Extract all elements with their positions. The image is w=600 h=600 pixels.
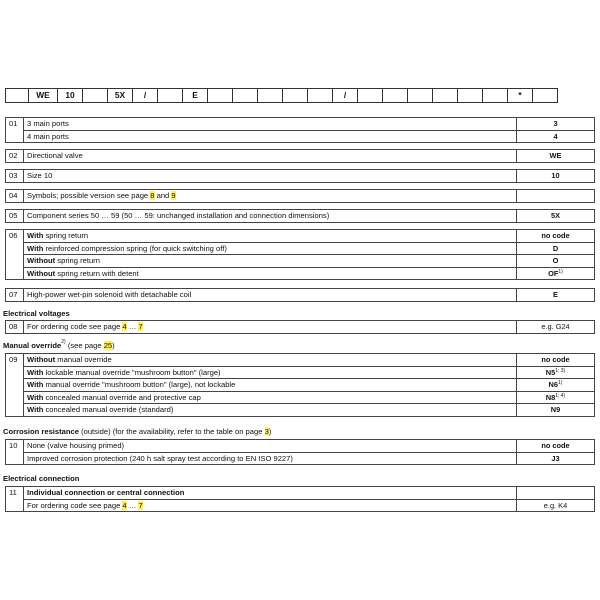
option-description: Component series 50 … 59 (50 … 59: unchanged installation and connection dimensions) [23, 209, 516, 222]
table-row [5, 288, 595, 301]
option-code: e.g. K4 [516, 499, 595, 512]
option-group-03 [5, 169, 595, 183]
option-group-09 [5, 353, 595, 417]
option-number: 09 [5, 353, 23, 366]
option-number: 01 [5, 117, 23, 130]
code-cell [408, 88, 433, 103]
option-group-02 [5, 149, 595, 163]
option-number [5, 378, 23, 391]
code-cell [208, 88, 233, 103]
option-code: E [516, 288, 595, 301]
code-cell [5, 88, 29, 103]
code-cell [358, 88, 383, 103]
option-code: D [516, 242, 595, 255]
table-row [5, 242, 595, 255]
option-code: N6$^{1)}$ [516, 378, 595, 391]
option-group-10 [5, 439, 595, 465]
table-row [5, 403, 595, 416]
option-description: With reinforced compression spring (for quick switching off) [23, 242, 516, 255]
table-row [5, 189, 595, 202]
option-description: Improved corrosion protection (240 h salt spray test according to EN ISO 9227) [23, 452, 516, 465]
table-row [5, 452, 595, 465]
option-number: 11 [5, 486, 23, 499]
option-code: N9 [516, 403, 595, 416]
option-group-05 [5, 209, 595, 223]
code-cell [483, 88, 508, 103]
option-number: 02 [5, 149, 23, 162]
section-heading: Manual override$^{2)}$ (see page 25) [3, 339, 115, 350]
code-cell [83, 88, 108, 103]
code-cell: / [133, 88, 158, 103]
option-code: 3 [516, 117, 595, 130]
option-number [5, 452, 23, 465]
table-row [5, 169, 595, 182]
option-code: N5$^{1; 3)}$ [516, 366, 595, 379]
option-code: J3 [516, 452, 595, 465]
option-code: OF$^{1)}$ [516, 267, 595, 280]
code-cell [383, 88, 408, 103]
option-description: Individual connection or central connection [23, 486, 516, 499]
option-group-01 [5, 117, 595, 143]
option-description: High-power wet-pin solenoid with detachable coil [23, 288, 516, 301]
option-number: 06 [5, 229, 23, 242]
page-link[interactable]: 7 [138, 500, 143, 510]
option-description: For ordering code see page 4 … 7 [23, 499, 516, 512]
code-cell: * [508, 88, 533, 103]
page-link[interactable]: 25 [103, 341, 113, 350]
table-row [5, 439, 595, 452]
option-description: Without manual override [23, 353, 516, 366]
section-heading: Corrosion resistance (outside) (for the availability, refer to the table on page 3) [3, 427, 272, 436]
code-cell: WE [29, 88, 58, 103]
option-code [516, 189, 595, 202]
option-group-08 [5, 320, 595, 334]
table-row [5, 149, 595, 162]
option-description: Size 10 [23, 169, 516, 182]
table-row [5, 209, 595, 222]
option-description: With manual override "mushroom button" (large), not lockable [23, 378, 516, 391]
option-number: 04 [5, 189, 23, 202]
table-row [5, 353, 595, 366]
page-link[interactable]: 4 [122, 322, 127, 331]
option-group-06 [5, 229, 595, 280]
option-description: With concealed manual override (standard) [23, 403, 516, 416]
option-group-04 [5, 189, 595, 203]
option-code: 5X [516, 209, 595, 222]
code-cell [533, 88, 558, 103]
page-link[interactable]: 7 [138, 322, 143, 331]
option-code: no code [516, 229, 595, 242]
code-cell [158, 88, 183, 103]
code-cell [283, 88, 308, 103]
option-code: 10 [516, 169, 595, 182]
page-link[interactable]: 9 [171, 191, 176, 200]
option-number: 08 [5, 320, 23, 333]
option-number [5, 499, 23, 512]
table-row [5, 254, 595, 267]
table-row [5, 229, 595, 242]
option-code: 4 [516, 130, 595, 143]
option-description: With concealed manual override and protective cap [23, 391, 516, 404]
option-number [5, 267, 23, 280]
option-code: O [516, 254, 595, 267]
option-number [5, 366, 23, 379]
option-number [5, 403, 23, 416]
code-cell [458, 88, 483, 103]
table-row [5, 366, 595, 379]
table-row [5, 320, 595, 333]
option-code [516, 486, 595, 499]
page-link[interactable]: 3 [264, 427, 269, 436]
table-row [5, 130, 595, 143]
section-heading: Electrical connection [3, 474, 80, 483]
option-group-11 [5, 486, 595, 512]
option-code: N8$^{1; 4)}$ [516, 391, 595, 404]
option-description: Without spring return [23, 254, 516, 267]
table-row [5, 378, 595, 391]
option-code: WE [516, 149, 595, 162]
code-cell: / [333, 88, 358, 103]
option-number: 03 [5, 169, 23, 182]
option-number: 07 [5, 288, 23, 301]
table-row [5, 117, 595, 130]
code-cell: 10 [58, 88, 83, 103]
option-description: Without spring return with detent [23, 267, 516, 280]
section-heading: Electrical voltages [3, 309, 70, 318]
option-code: no code [516, 439, 595, 452]
option-description: None (valve housing primed) [23, 439, 516, 452]
option-number: 05 [5, 209, 23, 222]
code-cell [233, 88, 258, 103]
option-number: 10 [5, 439, 23, 452]
option-number [5, 242, 23, 255]
option-code: no code [516, 353, 595, 366]
option-description: Symbols; possible version see page 8 and 9 [23, 189, 516, 202]
table-row [5, 486, 595, 499]
option-code: e.g. G24 [516, 320, 595, 333]
table-row [5, 499, 595, 512]
option-description: With lockable manual override "mushroom button" (large) [23, 366, 516, 379]
option-group-07 [5, 288, 595, 302]
option-description: 4 main ports [23, 130, 516, 143]
code-cell [308, 88, 333, 103]
option-number [5, 391, 23, 404]
table-row [5, 391, 595, 404]
code-cell [258, 88, 283, 103]
option-description: With spring return [23, 229, 516, 242]
code-cell: E [183, 88, 208, 103]
ordering-code-strip [5, 88, 558, 103]
page-link[interactable]: 8 [150, 191, 155, 200]
option-number [5, 254, 23, 267]
option-description: Directional valve [23, 149, 516, 162]
option-description: 3 main ports [23, 117, 516, 130]
code-cell [433, 88, 458, 103]
code-cell: 5X [108, 88, 133, 103]
option-number [5, 130, 23, 143]
table-row [5, 267, 595, 280]
page-link[interactable]: 4 [122, 500, 127, 510]
option-description: For ordering code see page 4 … 7 [23, 320, 516, 333]
